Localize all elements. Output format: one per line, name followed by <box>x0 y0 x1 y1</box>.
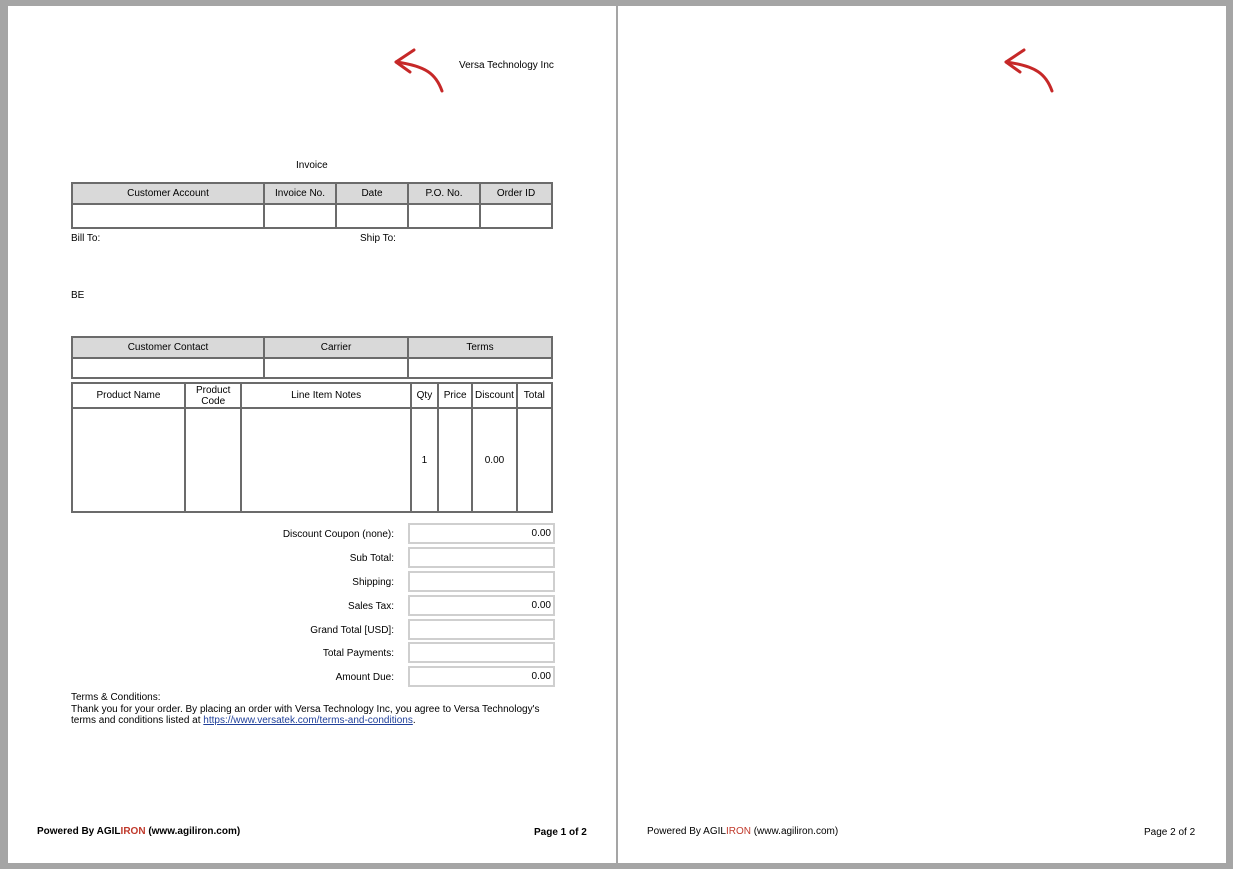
invoice-page-2 <box>618 6 1226 863</box>
col-po-no: P.O. No. <box>408 183 480 204</box>
qty-cell: 1 <box>411 408 438 512</box>
logo-arrow-icon <box>392 44 448 94</box>
contact-carrier-terms-table <box>71 336 553 379</box>
total-cell <box>517 408 552 512</box>
totals-label: Grand Total [USD]: <box>310 625 394 636</box>
notes-cell <box>241 408 410 512</box>
powered-prefix: Powered By AGIL <box>37 826 121 837</box>
col-customer-account: Customer Account <box>72 183 264 204</box>
terms-body: Thank you for your order. By placing an order with Versa Technology Inc, you agree to Versa Technology's terms and conditions listed at <box>71 703 540 726</box>
totals-value: 0.00 <box>408 595 555 616</box>
invoice-page-1 <box>8 6 616 863</box>
powered-suffix: (www.agiliron.com) <box>750 826 839 837</box>
date-value <box>336 204 408 228</box>
company-name: Versa Technology Inc <box>459 60 554 71</box>
totals-label: Amount Due: <box>335 672 394 683</box>
col-total: Total <box>517 383 552 408</box>
totals-value: 0.00 <box>408 666 555 687</box>
terms-period: . <box>412 715 416 726</box>
totals-row-sub-total <box>248 547 553 569</box>
order-id-value <box>480 204 552 228</box>
totals-label: Shipping: <box>352 577 394 588</box>
document-title: Invoice <box>296 160 328 171</box>
powered-suffix: (www.agiliron.com) <box>145 826 241 837</box>
col-customer-contact: Customer Contact <box>72 337 264 358</box>
carrier-value <box>264 358 408 378</box>
col-price: Price <box>438 383 472 408</box>
totals-value <box>408 547 555 568</box>
invoice-header-table <box>71 182 553 229</box>
totals-row-amount-due <box>248 666 553 688</box>
totals-value: 0.00 <box>408 523 555 544</box>
page-number: Page 1 of 2 <box>534 827 587 838</box>
col-product-name: Product Name <box>72 383 185 408</box>
powered-by-footer <box>37 826 240 837</box>
totals-row-total-payments <box>248 642 553 664</box>
invoice-no-value <box>264 204 336 228</box>
col-product-code: Product Code <box>185 383 241 408</box>
bill-to-label: Bill To: <box>71 233 101 244</box>
totals-value <box>408 571 555 592</box>
po-no-value <box>408 204 480 228</box>
discount-cell: 0.00 <box>472 408 516 512</box>
totals-row-discount-coupon <box>248 523 553 545</box>
terms-value <box>408 358 552 378</box>
totals-label: Sales Tax: <box>348 601 394 612</box>
totals-row-shipping <box>248 571 553 593</box>
totals-label: Total Payments: <box>322 648 394 659</box>
powered-brand: IRON <box>120 826 146 837</box>
terms-text <box>71 704 551 727</box>
totals-value <box>408 642 555 663</box>
col-terms: Terms <box>408 337 552 358</box>
col-qty: Qty <box>411 383 438 408</box>
totals-row-grand-total <box>248 619 553 641</box>
totals-label: Discount Coupon (none): <box>282 529 394 540</box>
terms-and-conditions <box>71 692 551 727</box>
terms-link[interactable]: https://www.versatek.com/terms-and-conditions <box>203 715 413 726</box>
col-date: Date <box>336 183 408 204</box>
product-code-cell <box>185 408 241 512</box>
bill-to-country: BE <box>71 290 85 301</box>
col-order-id: Order ID <box>480 183 552 204</box>
ship-to-label: Ship To: <box>360 233 396 244</box>
price-cell <box>438 408 472 512</box>
totals-row-sales-tax <box>248 595 553 617</box>
table-row <box>72 408 552 512</box>
powered-brand: IRON <box>725 826 751 837</box>
col-carrier: Carrier <box>264 337 408 358</box>
col-discount: Discount <box>472 383 516 408</box>
line-items-table <box>71 382 553 513</box>
totals-value <box>408 619 555 640</box>
customer-account-value <box>72 204 264 228</box>
totals-label: Sub Total: <box>349 553 394 564</box>
col-line-item-notes: Line Item Notes <box>241 383 410 408</box>
page-number: Page 2 of 2 <box>1144 827 1196 838</box>
powered-prefix: Powered By AGIL <box>647 826 726 837</box>
terms-heading: Terms & Conditions: <box>71 692 161 703</box>
customer-contact-value <box>72 358 264 378</box>
product-name-cell <box>72 408 185 512</box>
powered-by-footer <box>647 826 838 837</box>
col-invoice-no: Invoice No. <box>264 183 336 204</box>
logo-arrow-icon <box>1002 44 1058 94</box>
